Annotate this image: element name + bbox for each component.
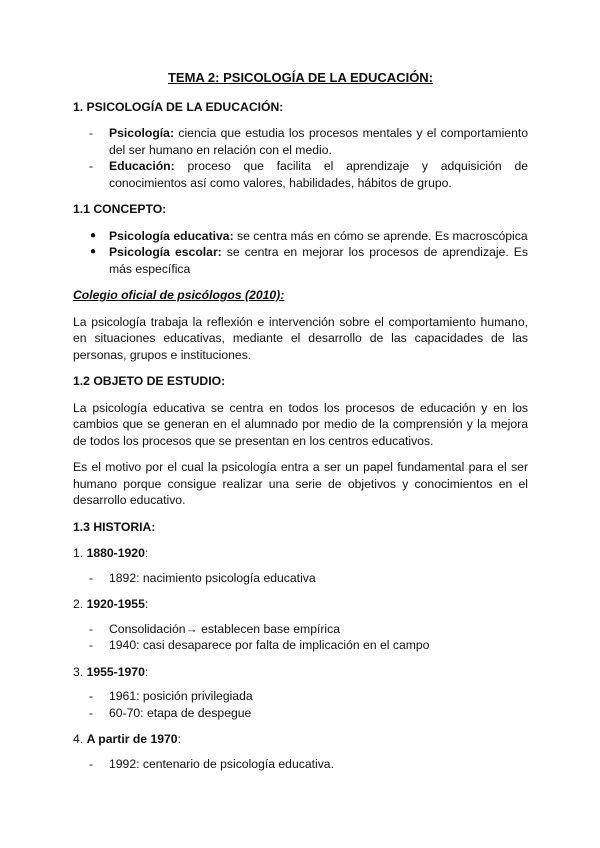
period-label: 1920-1955 <box>86 597 145 611</box>
list-item <box>73 228 528 245</box>
section-1-heading: 1. PSICOLOGÍA DE LA EDUCACIÓN: <box>73 99 284 114</box>
term-label: Psicología: <box>109 126 175 140</box>
event-text: 60-70: etapa de despegue <box>109 705 252 720</box>
dash-marker: - <box>89 689 94 703</box>
period-list <box>73 621 528 654</box>
list-item <box>73 125 528 158</box>
dash-marker: - <box>89 570 94 585</box>
term-label: Psicología escolar: <box>109 245 222 259</box>
dash-marker: - <box>89 621 94 636</box>
list-item <box>73 688 528 705</box>
term-definition: proceso que facilita el aprendizaje y adquisición de conocimientos así como valores, habilidades, hábitos de grupo. <box>109 159 528 190</box>
list-item <box>73 570 528 587</box>
period-list <box>73 570 528 587</box>
list-item <box>73 158 528 191</box>
source-citation: Colegio oficial de psicólogos (2010): <box>73 288 285 302</box>
history-period <box>73 545 528 562</box>
event-text: 1892: nacimiento psicología educativa <box>109 570 316 585</box>
colon: : <box>177 732 181 746</box>
period-number: 1. <box>73 546 84 560</box>
term-definition: ciencia que estudia los procesos mentales y el comportamiento del ser humano en relación con el medio. <box>109 126 529 157</box>
event-text: 1961: posición privilegiada <box>109 689 253 703</box>
list-item <box>73 244 528 277</box>
period-label: 1955-1970 <box>86 664 145 679</box>
history-period <box>73 596 528 613</box>
period-label: A partir de 1970 <box>86 732 178 746</box>
colon: : <box>144 597 149 611</box>
dash-marker: - <box>89 705 94 720</box>
term-definition: se centra más en cómo se aprende. Es macroscópica <box>237 228 528 243</box>
bullet-icon: ● <box>90 229 97 241</box>
period-number: 3. <box>73 664 84 679</box>
period-label: 1880-1920 <box>86 546 145 560</box>
list-item <box>73 621 528 638</box>
definition-paragraph: La psicología trabaja la reflexión e intervención sobre el comportamiento humano, en situaciones educativas, mediante el desarrollo de las capacidades de las personas, grupos e instituciones. <box>73 314 528 362</box>
term-label: Educación: <box>109 159 175 173</box>
period-list <box>73 688 528 721</box>
term-label: Psicología educativa: <box>109 228 234 243</box>
list-item <box>73 637 528 654</box>
section-1-list <box>73 125 528 191</box>
period-number: 2. <box>73 597 84 611</box>
dash-marker: - <box>89 159 94 173</box>
event-text: 1992: centenario de psicología educativa. <box>109 756 334 771</box>
colon: : <box>144 546 149 560</box>
document-title: TEMA 2: PSICOLOGÍA DE LA EDUCACIÓN: <box>167 70 434 85</box>
list-item <box>73 705 528 722</box>
history-period <box>73 664 528 681</box>
event-text: Consolidación→ establecen base empírica <box>109 621 341 636</box>
bullet-icon: ● <box>90 246 97 257</box>
section-1-2-heading: 1.2 OBJETO DE ESTUDIO: <box>73 374 226 388</box>
section-1-3-heading: 1.3 HISTORIA: <box>73 519 156 534</box>
history-period <box>73 731 528 748</box>
colon: : <box>144 664 149 679</box>
dash-marker: - <box>89 126 94 140</box>
event-text: 1940: casi desaparece por falta de implicación en el campo <box>109 638 430 652</box>
section-1-1-list <box>73 228 528 278</box>
dash-marker: - <box>89 638 94 652</box>
period-list <box>73 756 528 773</box>
period-number: 4. <box>73 732 84 746</box>
paragraph: Es el motivo por el cual la psicología entra a ser un papel fundamental para el ser humano porque consigue realizar una serie de objetivos y conocimientos en el desarrollo educativo. <box>73 460 528 507</box>
section-1-1-heading: 1.1 CONCEPTO: <box>73 202 167 216</box>
term-definition: se centra en mejorar los procesos de aprendizaje. Es más específica <box>109 245 528 276</box>
dash-marker: - <box>89 756 94 771</box>
paragraph: La psicología educativa se centra en todos los procesos de educación y en los cambios que se generan en el alumnado por medio de la comprensión y la mejora de todos los procesos que se presentan en los centros educativos. <box>73 400 528 448</box>
list-item <box>73 756 528 773</box>
